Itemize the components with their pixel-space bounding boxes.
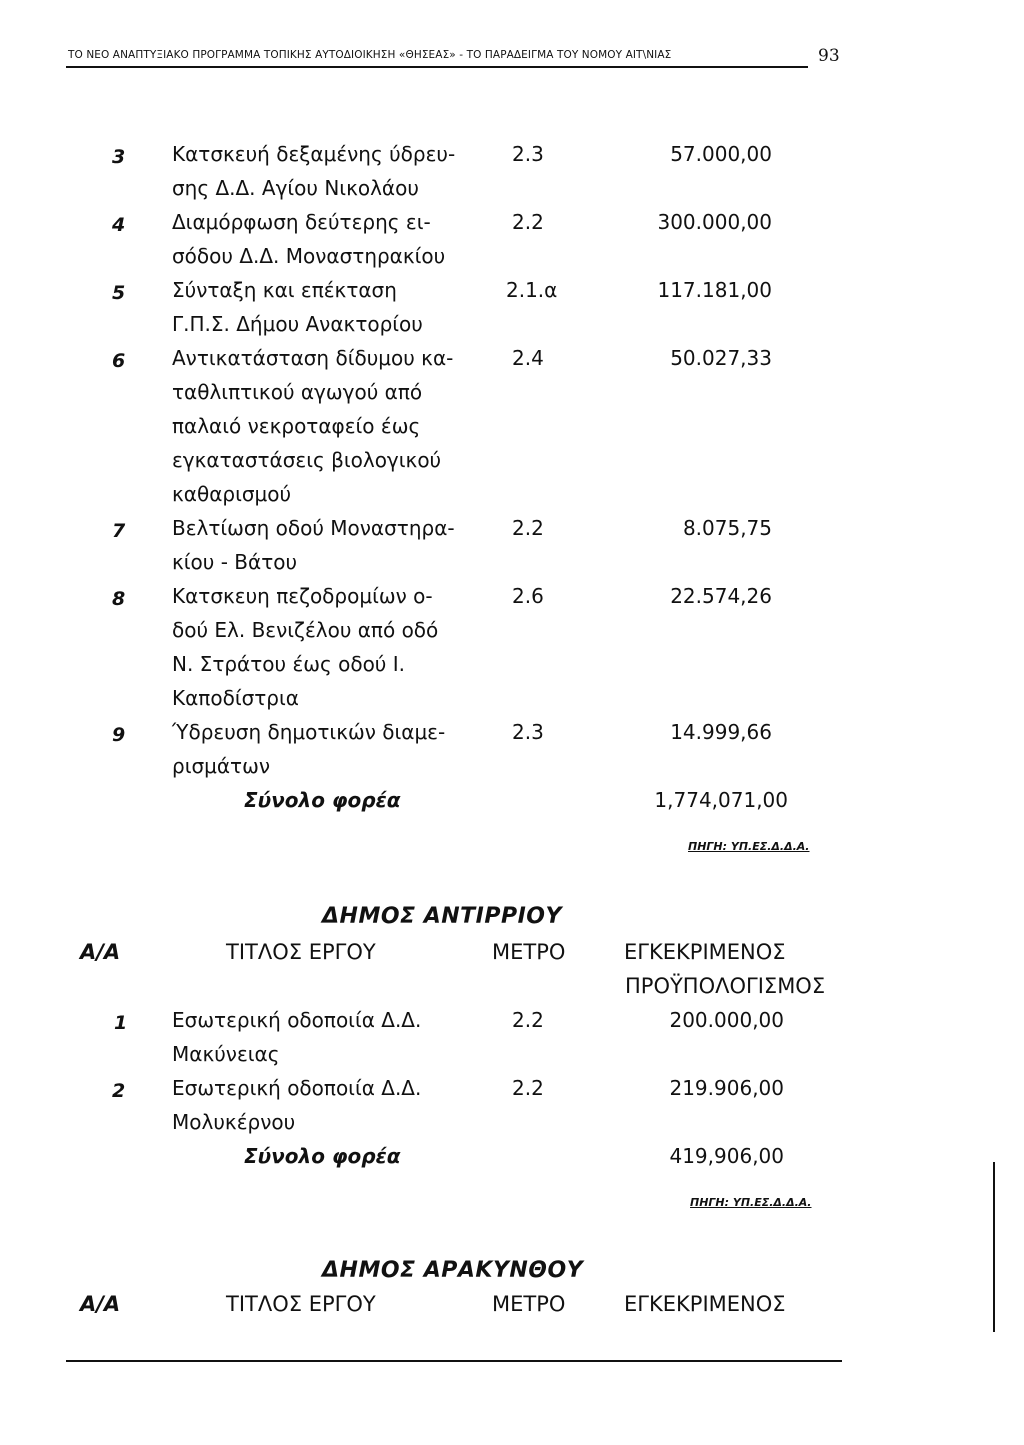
- row-amount: 57.000,00: [670, 142, 772, 166]
- row-number: 1: [114, 1012, 128, 1034]
- row-title-line: παλαιό νεκροταφείο έως: [172, 414, 421, 438]
- column-header-title: ΤΙΤΛΟΣ ΕΡΓΟΥ: [226, 1292, 376, 1316]
- column-header-aa: Α/Α: [80, 940, 121, 964]
- row-title-line: Εσωτερική οδοποιία Δ.Δ.: [172, 1008, 422, 1032]
- row-measure: 2.2: [512, 516, 544, 540]
- row-measure: 2.2: [512, 210, 544, 234]
- column-header-title: ΤΙΤΛΟΣ ΕΡΓΟΥ: [226, 940, 376, 964]
- row-title-line: Κατσκευη πεζοδρομίων ο-: [172, 584, 433, 608]
- total-amount: 419,906,00: [669, 1144, 784, 1168]
- header-rule: [66, 66, 808, 68]
- section-title: ΔΗΜΟΣ ΑΡΑΚΥΝΘΟΥ: [322, 1258, 584, 1283]
- row-title-line: Εσωτερική οδοποιία Δ.Δ.: [172, 1076, 422, 1100]
- row-title-line: εγκαταστάσεις βιολογικού: [172, 448, 442, 472]
- row-number: 9: [112, 724, 126, 746]
- row-amount: 14.999,66: [670, 720, 772, 744]
- row-amount: 50.027,33: [670, 346, 772, 370]
- column-header-budget-2: ΠΡΟΫΠΟΛΟΓΙΣΜΟΣ: [625, 974, 826, 998]
- row-measure: 2.2: [512, 1008, 544, 1032]
- row-measure: 2.3: [512, 142, 544, 166]
- row-title-line: κίου - Βάτου: [172, 550, 298, 574]
- total-amount: 1,774,071,00: [654, 788, 788, 812]
- row-title-line: Μολυκέρνου: [172, 1110, 296, 1134]
- row-title-line: δού Ελ. Βενιζέλου από οδό: [172, 618, 439, 642]
- row-title-line: Σύνταξη και επέκταση: [172, 278, 397, 302]
- row-amount: 219.906,00: [669, 1076, 784, 1100]
- page-number: 93: [818, 46, 840, 66]
- row-amount: 300.000,00: [657, 210, 772, 234]
- row-title-line: ρισμάτων: [172, 754, 271, 778]
- row-amount: 8.075,75: [682, 516, 772, 540]
- row-title-line: καθαρισμού: [172, 482, 292, 506]
- row-title-line: Κατσκευή δεξαμένης ύδρευ-: [172, 142, 456, 166]
- row-amount: 200.000,00: [669, 1008, 784, 1032]
- row-measure: 2.6: [512, 584, 544, 608]
- row-title-line: Ύδρευση δημοτικών διαμε-: [172, 720, 446, 744]
- row-measure: 2.3: [512, 720, 544, 744]
- total-label: Σύνολο φορέα: [244, 1144, 401, 1168]
- row-number: 6: [112, 350, 126, 372]
- row-title-line: Βελτίωση οδού Μοναστηρα-: [172, 516, 455, 540]
- running-header: ΤΟ ΝΕΟ ΑΝΑΠΤΥΞΙΑΚΟ ΠΡΟΓΡΑΜΜΑ ΤΟΠΙΚΗΣ ΑΥΤΟΔΙΟΙΚΗΣΗ «ΘΗΣΕΑΣ» - ΤΟ ΠΑΡΑΔΕΙΓΜΑ ΤΟΥ ΝΟΜΟΥ ΑΙΤ\ΝΙΑΣ: [68, 49, 672, 61]
- row-title-line: ταθλιπτικού αγωγού από: [172, 380, 423, 404]
- margin-rule: [993, 1162, 995, 1332]
- row-number: 7: [112, 520, 126, 542]
- source-note: ΠΗΓΗ: ΥΠ.ΕΣ.Δ.Δ.Α.: [690, 1196, 812, 1209]
- row-title-line: Μακύνειας: [172, 1042, 280, 1066]
- column-header-budget: ΕΓΚΕΚΡΙΜΕΝΟΣ: [624, 940, 786, 964]
- row-title-line: Ν. Στράτου έως οδού Ι.: [172, 652, 405, 676]
- row-title-line: Καποδίστρια: [172, 686, 299, 710]
- row-measure: 2.4: [512, 346, 544, 370]
- row-number: 8: [112, 588, 126, 610]
- row-title-line: Αντικατάσταση δίδυμου κα-: [172, 346, 454, 370]
- row-title-line: Διαμόρφωση δεύτερης ει-: [172, 210, 431, 234]
- bottom-rule: [66, 1360, 842, 1362]
- column-header-measure: ΜΕΤΡΟ: [492, 940, 566, 964]
- row-number: 5: [112, 282, 126, 304]
- row-title-line: σόδου Δ.Δ. Μοναστηρακίου: [172, 244, 446, 268]
- row-title-line: [172, 1008, 512, 1032]
- row-number: 2: [112, 1080, 126, 1102]
- column-header-budget: ΕΓΚΕΚΡΙΜΕΝΟΣ: [624, 1292, 786, 1316]
- row-measure: 2.2: [512, 1076, 544, 1100]
- row-measure: 2.1.α: [506, 278, 558, 302]
- row-number: 4: [112, 214, 126, 236]
- row-amount: 117.181,00: [657, 278, 772, 302]
- column-header-aa: Α/Α: [80, 1292, 121, 1316]
- section-title: ΔΗΜΟΣ ΑΝΤΙΡΡΙΟΥ: [322, 904, 562, 929]
- row-amount: 22.574,26: [670, 584, 772, 608]
- row-number: 3: [112, 146, 126, 168]
- row-title-line: σης Δ.Δ. Αγίου Νικολάου: [172, 176, 419, 200]
- source-note: ΠΗΓΗ: ΥΠ.ΕΣ.Δ.Δ.Α.: [688, 840, 810, 853]
- column-header-measure: ΜΕΤΡΟ: [492, 1292, 566, 1316]
- row-title-line: Γ.Π.Σ. Δήμου Ανακτορίου: [172, 312, 423, 336]
- total-label: Σύνολο φορέα: [244, 788, 401, 812]
